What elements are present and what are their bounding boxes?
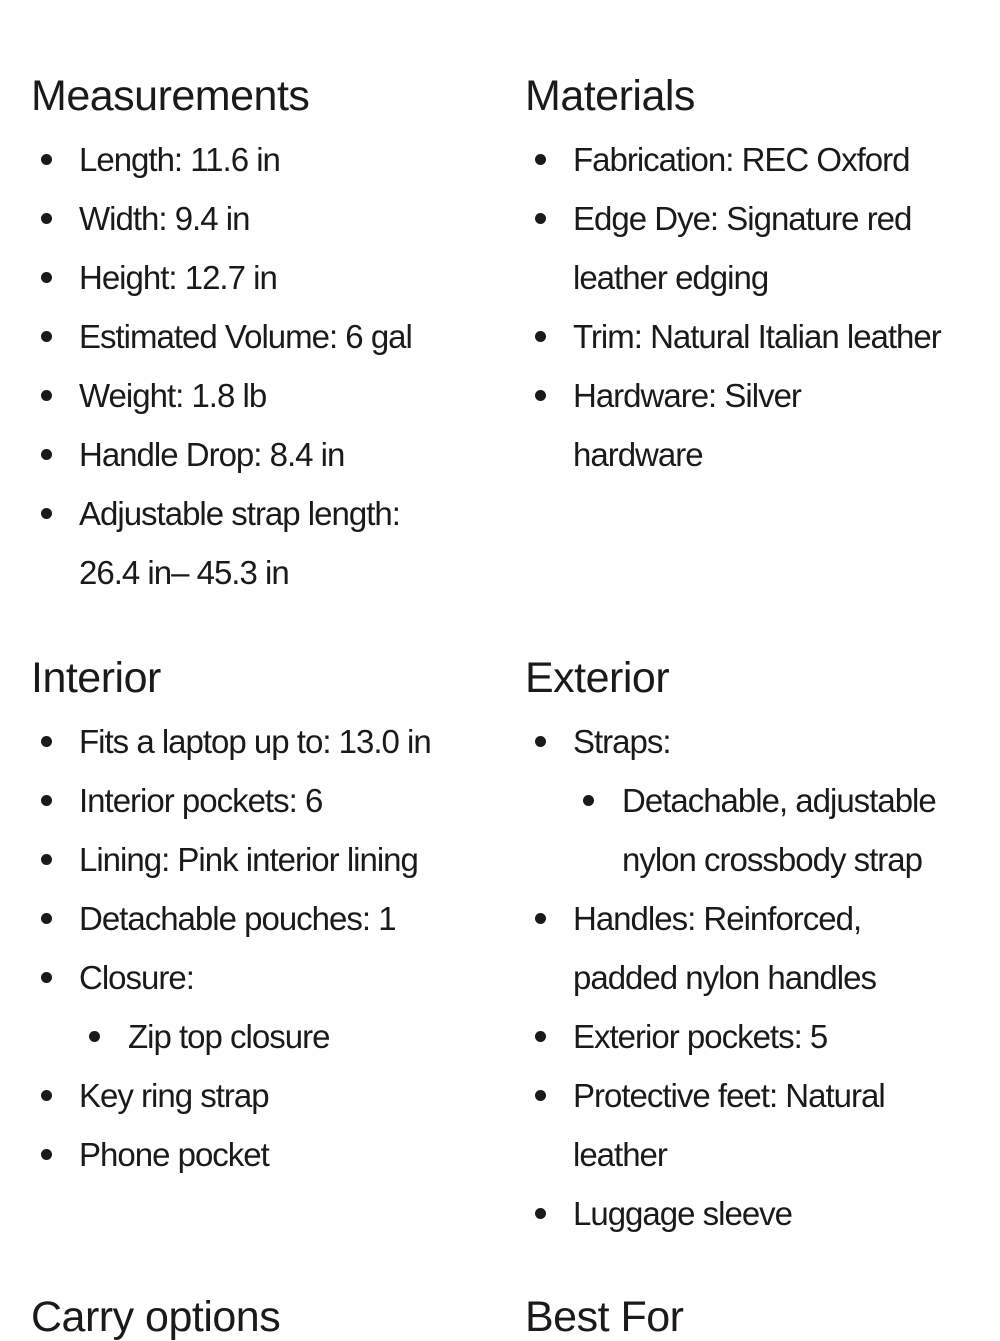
measurements-heading: Measurements (31, 72, 310, 120)
closure-sublist (79, 1007, 471, 1066)
list-item: Adjustable strap length: 26.4 in– 45.3 in (31, 484, 439, 602)
list-item-label: Straps: (573, 723, 671, 760)
exterior-list (525, 712, 965, 1243)
list-item: Luggage sleeve (525, 1184, 965, 1243)
exterior-heading: Exterior (525, 654, 670, 702)
list-item-label: Closure: (79, 959, 194, 996)
sub-list-item: Detachable, adjustable nylon crossbody strap (573, 771, 972, 889)
sub-list-item: Zip top closure (79, 1007, 471, 1066)
carry-options-heading: Carry options (31, 1293, 281, 1341)
list-item: Key ring strap (31, 1066, 471, 1125)
list-item: Lining: Pink interior lining (31, 830, 471, 889)
list-item (31, 948, 471, 1066)
list-item: Fabrication: REC Oxford (525, 130, 965, 189)
list-item: Phone pocket (31, 1125, 471, 1184)
list-item: Weight: 1.8 lb (31, 366, 471, 425)
list-item: Length: 11.6 in (31, 130, 471, 189)
list-item: Handle Drop: 8.4 in (31, 425, 471, 484)
list-item: Trim: Natural Italian leather (525, 307, 965, 366)
list-item: Hardware: Silver hardware (525, 366, 823, 484)
straps-sublist (573, 771, 965, 889)
best-for-heading: Best For (525, 1293, 684, 1341)
list-item (525, 712, 965, 889)
materials-heading: Materials (525, 72, 695, 120)
list-item: Handles: Reinforced, padded nylon handles (525, 889, 913, 1007)
measurements-list (31, 130, 471, 602)
list-item: Protective feet: Natural leather (525, 1066, 923, 1184)
list-item: Edge Dye: Signature red leather edging (525, 189, 943, 307)
interior-list (31, 712, 471, 1184)
list-item: Interior pockets: 6 (31, 771, 471, 830)
list-item: Fits a laptop up to: 13.0 in (31, 712, 471, 771)
list-item: Width: 9.4 in (31, 189, 471, 248)
list-item: Height: 12.7 in (31, 248, 471, 307)
interior-heading: Interior (31, 654, 161, 702)
materials-list (525, 130, 965, 484)
list-item: Exterior pockets: 5 (525, 1007, 965, 1066)
list-item: Estimated Volume: 6 gal (31, 307, 471, 366)
list-item: Detachable pouches: 1 (31, 889, 471, 948)
